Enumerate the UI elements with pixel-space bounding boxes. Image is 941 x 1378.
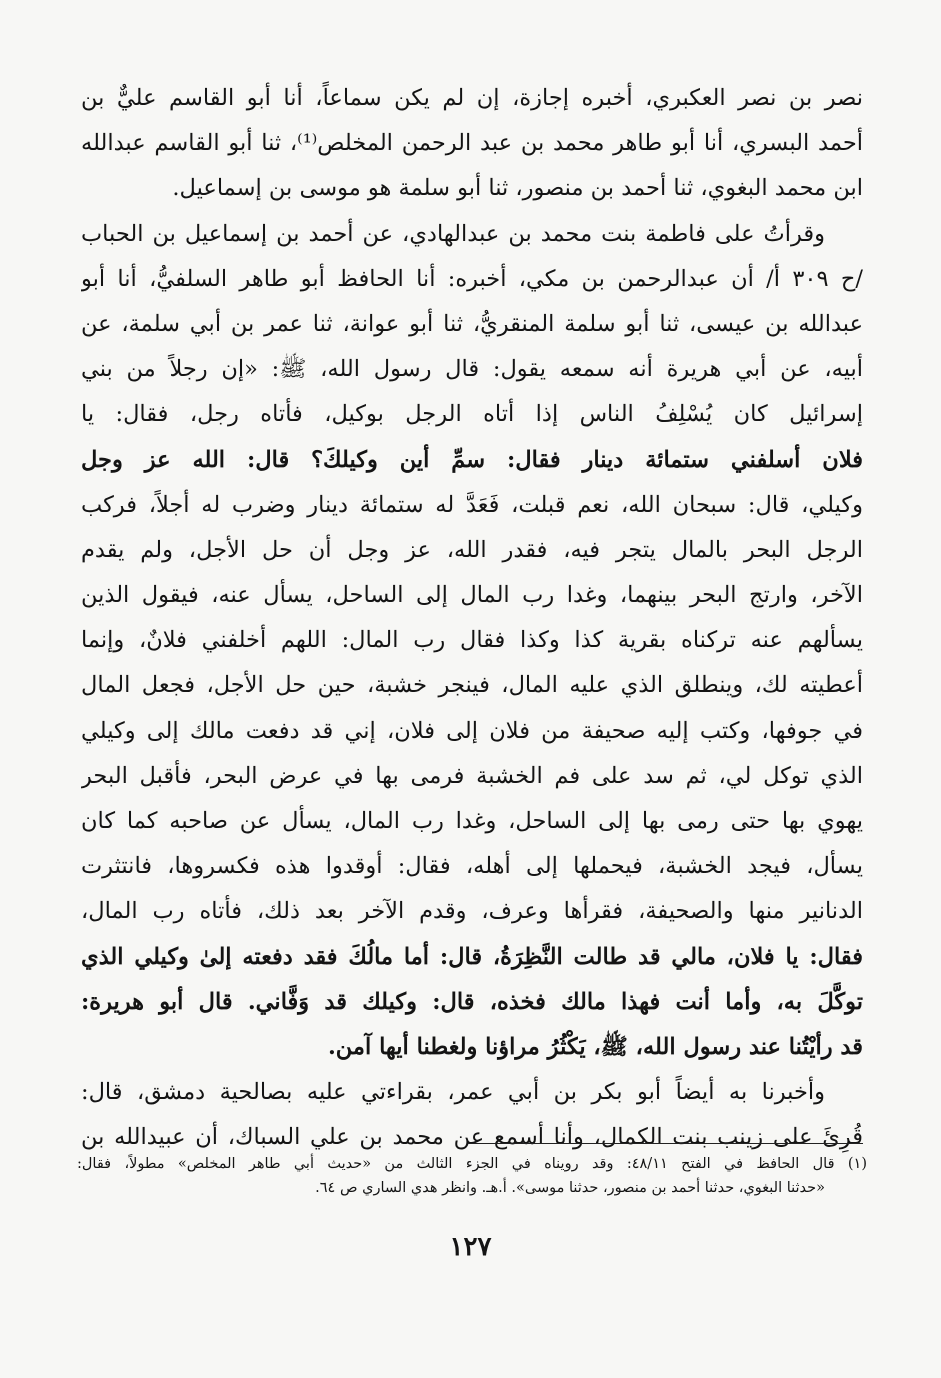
text-line: وكيلي، قال: سبحان الله، نعم قبلت، فَعَدَّ له ستمائة دينار وضرب له أجلاً، فركب	[81, 491, 863, 518]
main-text	[81, 76, 863, 1161]
text-line: عبدالله بن عيسى، ثنا أبو سلمة المنقريُّ، ثنا أبو عوانة، ثنا عمر بن أبي سلمة، عن	[81, 310, 863, 337]
text-line: في جوفها، وكتب إليه صحيفة من فلان إلى فلان، إني قد دفعت مالك إلى وكيلي	[81, 717, 863, 744]
text-line: وأخبرنا به أيضاً أبو بكر بن أبي عمر، بقراءتي عليه بصالحية دمشق، قال:	[81, 1079, 825, 1106]
text-line: الآخر، وارتج البحر بينهما، وغدا رب المال إلى الساحل، يسأل عنه، فيقول الذين	[81, 582, 863, 609]
text-line: يسألهم عنه تركناه بقرية كذا وكذا فقال رب المال: اللهم أخلفني فلانٌ، وإنما	[81, 627, 863, 654]
text-line: الرجل البحر بالمال يتجر فيه، فقدر الله، عز وجل أن حل الأجل، ولم يقدم	[81, 536, 863, 563]
text-line: قد رأيْتُنا عند رسول الله، ﷺ، يَكْثُرُ مراؤنا ولغطنا أيها آمن.	[327, 1033, 863, 1060]
page-number: ١٢٧	[449, 1232, 492, 1262]
text-line: أبيه، عن أبي هريرة أنه سمعه يقول: قال رسول الله، ﷺ: «إن رجلاً من بني	[81, 356, 863, 383]
footnote-separator	[468, 1143, 863, 1144]
text-line: الدنانير منها والصحيفة، فقرأها وعرف، وقدم الآخر بعد ذلك، فأتاه رب المال،	[81, 898, 863, 925]
text-line: إسرائيل كان يُسْلِفُ الناس إذا أتاه الرجل بوكيل، فأتاه رجل، فقال: يا	[81, 401, 863, 428]
text-line: توكَّلَ به، وأما أنت فهذا مالك فخذه، قال: وكيلك قد وَفَّاني. قال أبو هريرة:	[81, 988, 863, 1015]
text-line: فلان أسلفني ستمائة دينار فقال: سمِّ أين وكيلكَ؟ قال: الله عز وجل	[81, 446, 863, 473]
text-line: قُرِئَ على زينب بنت الكمال، وأنا أسمع عن محمد بن علي السباك، أن عبيدالله بن	[81, 1124, 863, 1151]
text-line: فقال: يا فلان، مالي قد طالت النَّظِرَةُ، قال: أما مالُكَ فقد دفعته إلىٰ وكيلي الذي	[81, 943, 863, 970]
text-line: أعطيته لك، وينطلق الذي عليه المال، فينجر خشبة، حين حل الأجل، فجعل المال	[81, 672, 863, 699]
text-line: وقرأتُ على فاطمة بنت محمد بن عبدالهادي، عن أحمد بن إسماعيل بن الحباب	[81, 220, 825, 247]
text-line: أحمد البسري، أنا أبو طاهر محمد بن عبد الرحمن المخلص⁽¹⁾، ثنا أبو القاسم عبدالله	[81, 130, 863, 157]
text-line: /ح ٣٠٩ أ/ أن عبدالرحمن بن مكي، أخبره: أنا الحافظ أبو طاهر السلفيُّ، أنا أبو	[81, 265, 863, 292]
footnote-line: (١) قال الحافظ في الفتح ٤٨/١١: وقد رويناه في الجزء الثالث من «حديث أبي طاهر المخلص» مطولاً، فقال:	[77, 1156, 867, 1172]
text-line: ابن محمد البغوي، ثنا أحمد بن منصور، ثنا أبو سلمة هو موسى بن إسماعيل.	[172, 175, 863, 202]
text-line: يسأل، فيجد الخشبة، فيحملها إلى أهله، فقال: أوقدوا هذه فكسروها، فانتثرت	[81, 853, 863, 880]
footnote-line: «حدثنا البغوي، حدثنا أحمد بن منصور، حدثنا موسى». أ.هـ. وانظر هدي الساري ص ٦٤.	[315, 1180, 825, 1196]
text-line: نصر بن نصر العكبري، أخبره إجازة، إن لم يكن سماعاً، أنا أبو القاسم عليٌّ بن	[81, 85, 863, 111]
footnotes	[77, 1152, 867, 1200]
text-line: يهوي بها حتى رمى بها إلى الساحل، وغدا رب المال، يسأل عن صاحبه كما كان	[81, 808, 863, 834]
text-line: الذي توكل لي، ثم سد على فم الخشبة فرمى بها في عرض البحر، فأقبل البحر	[81, 762, 863, 789]
